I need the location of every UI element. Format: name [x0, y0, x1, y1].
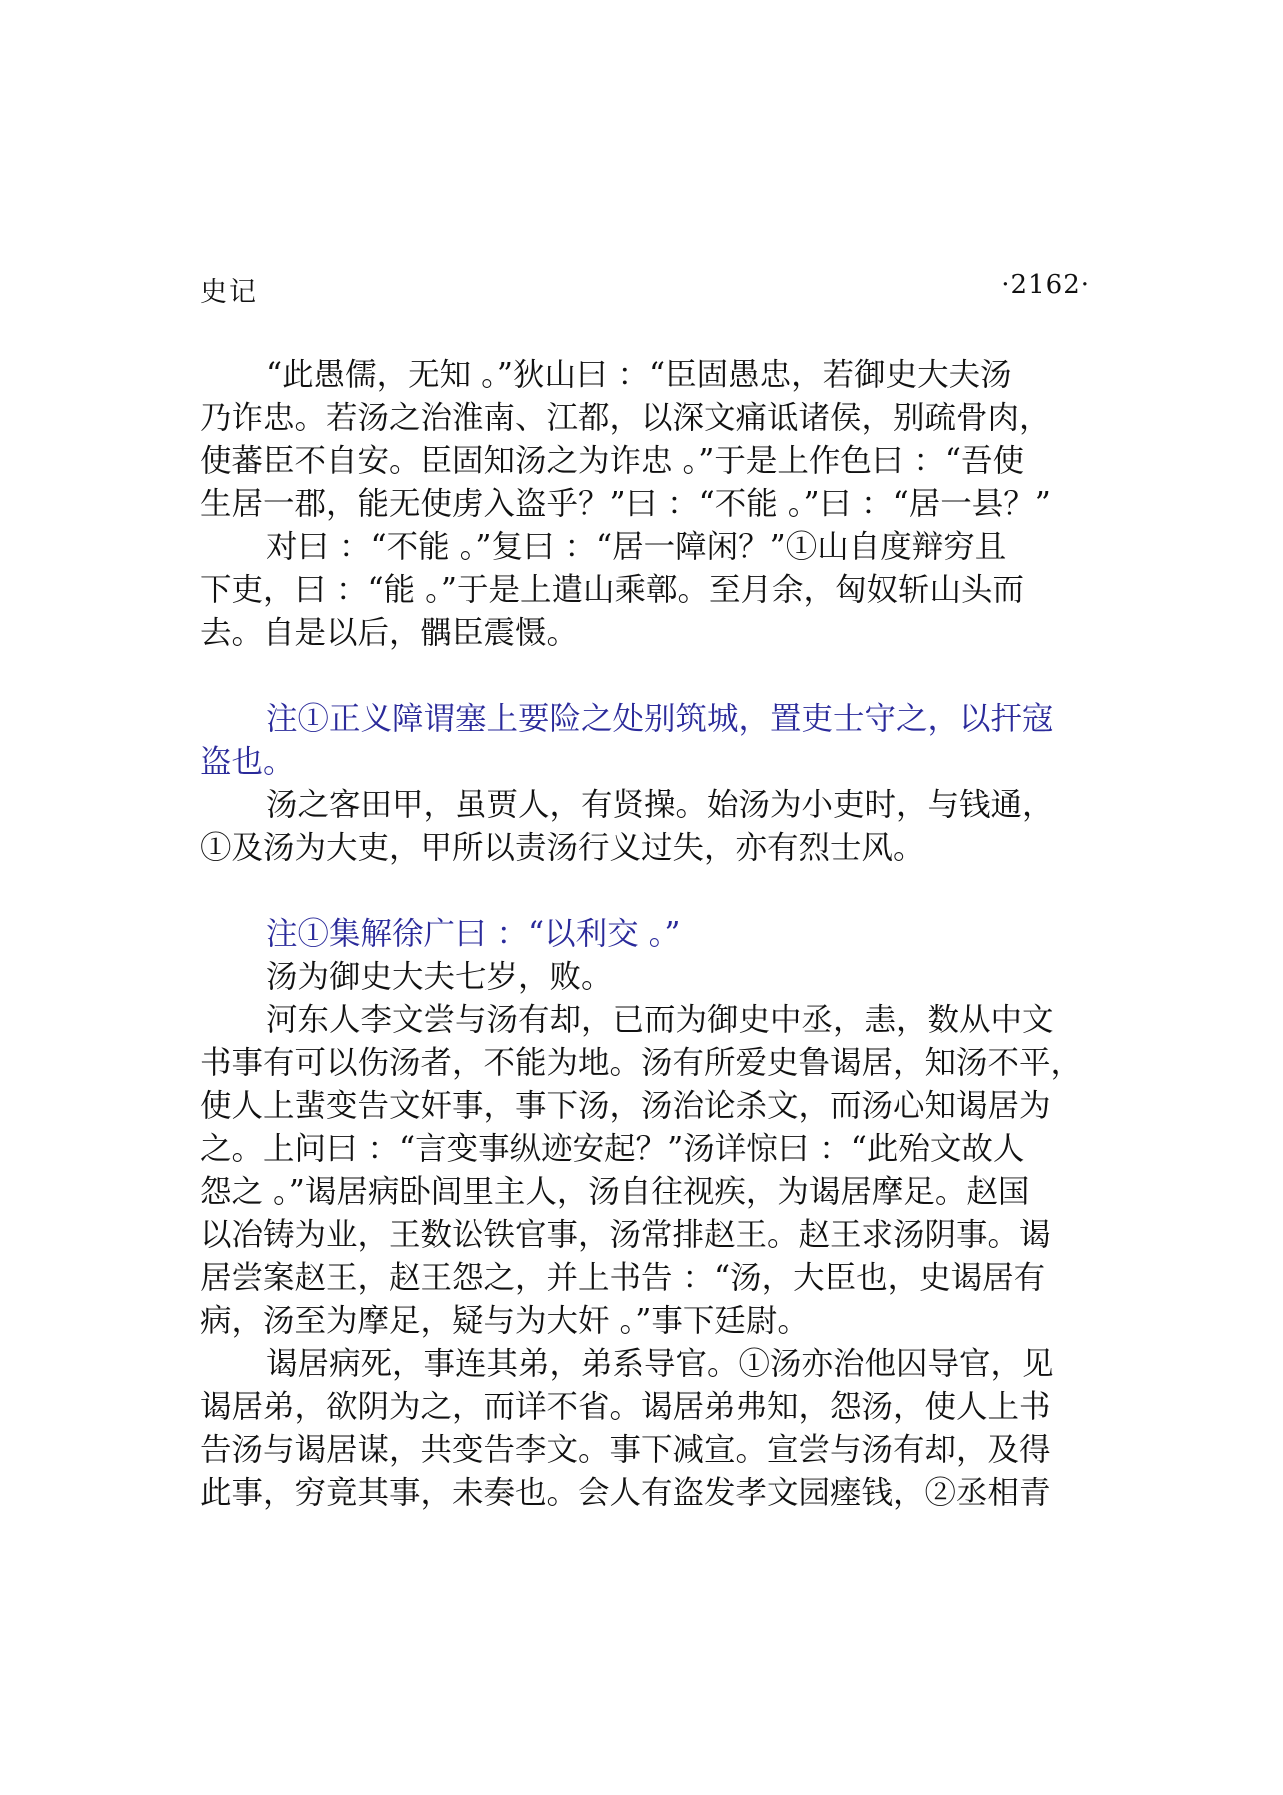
text-line: 谒居弟，欲阴为之，而详不省。谒居弟弗知，怨汤，使人上书 [200, 1389, 1051, 1425]
text-line: 河东人李文尝与汤有却，已而为御史中丞，恚，数从中文 [266, 1002, 1054, 1038]
text-line: 此事，穷竟其事，未奏也。会人有盗发孝文园瘗钱，②丞相青 [200, 1475, 1051, 1511]
text-line: 生居一郡，能无使虏入盗乎？”曰 ：“不能 。”曰 ：“居一县？” [200, 486, 1051, 522]
text-line: 居尝案赵王，赵王怨之，并上书告 ：“汤，大臣也，史谒居有 [200, 1260, 1046, 1296]
text-line: 使人上蜚变告文奸事，事下汤，汤治论杀文，而汤心知谒居为 [200, 1088, 1051, 1124]
spacer [200, 655, 1100, 698]
page-header [200, 270, 1090, 310]
text-line: 以冶铸为业，王数讼铁官事，汤常排赵王。赵王求汤阴事。谒 [200, 1217, 1051, 1253]
text-line: 病，汤至为摩足，疑与为大奸 。”事下廷尉。 [200, 1303, 809, 1339]
text-line: 告汤与谒居谋，共变告李文。事下减宣。宣尝与汤有却，及得 [200, 1432, 1051, 1468]
book-title: 史记 [200, 277, 258, 308]
text-line: “此愚儒，无知 。”狄山曰 ：“臣固愚忠，若御史大夫汤 [266, 357, 1012, 393]
text-line: ①及汤为大吏，甲所以责汤行义过失，亦有烈士风。 [200, 830, 925, 866]
annotation-line: 注①正义障谓塞上要险之处别筑城，置吏士守之，以扞寇 [266, 701, 1054, 737]
spacer [200, 870, 1100, 913]
annotation-line: 注①集解徐广曰 ：“以利交 。” [266, 916, 681, 952]
text-line: 怨之 。”谒居病卧闾里主人，汤自往视疾，为谒居摩足。赵国 [200, 1174, 1030, 1210]
annotation-line: 盗也。 [200, 744, 295, 780]
page-number: ·2162· [1001, 270, 1090, 300]
text-line: 对曰 ：“不能 。”复曰 ：“居一障闲？”①山自度辩穷且 [266, 529, 1007, 565]
text-line: 使蕃臣不自安。臣固知汤之为诈忠 。”于是上作色曰 ：“吾使 [200, 443, 1024, 479]
text-line: 书事有可以伤汤者，不能为地。汤有所爱史鲁谒居，知汤不平， [200, 1045, 1083, 1081]
text-line: 乃诈忠。若汤之治淮南、江都，以深文痛诋诸侯，别疏骨肉， [200, 400, 1051, 436]
main-text [200, 354, 1100, 1515]
text-line: 谒居病死，事连其弟，弟系导官。①汤亦治他囚导官，见 [266, 1346, 1054, 1382]
text-line: 去。自是以后，髃臣震慑。 [200, 615, 579, 651]
text-line: 汤为御史大夫七岁，败。 [266, 959, 613, 995]
text-line: 之。上问曰 ：“言变事纵迹安起？”汤详惊曰 ：“此殆文故人 [200, 1131, 1025, 1167]
text-line: 下吏，曰 ：“能 。”于是上遣山乘鄣。至月余，匈奴斩山头而 [200, 572, 1024, 608]
text-line: 汤之客田甲，虽贾人，有贤操。始汤为小吏时，与钱通， [266, 787, 1054, 823]
